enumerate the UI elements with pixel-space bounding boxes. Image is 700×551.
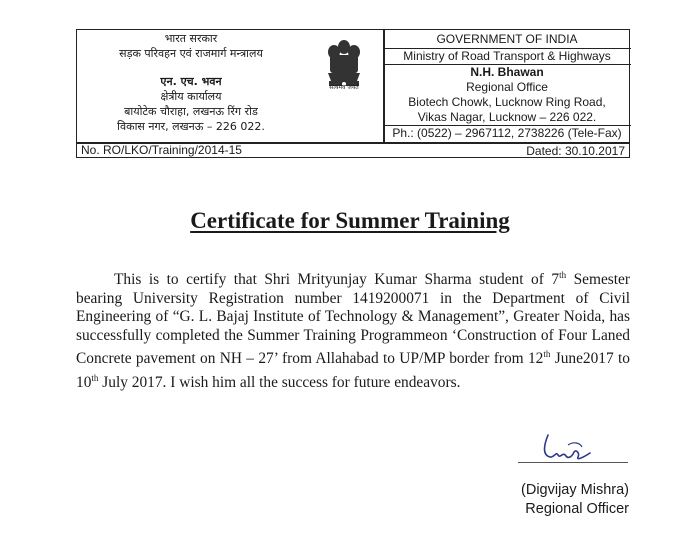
hindi-regional-office: क्षेत्रीय कार्यालय — [160, 90, 222, 103]
hindi-address-line1: बायोटेक चौराहा, लखनऊ रिंग रोड — [124, 105, 258, 118]
signatory-block — [521, 481, 629, 519]
address-line1: Biotech Chowk, Lucknow Ring Road, — [408, 95, 606, 109]
reference-number: No. RO/LKO/Training/2014-15 — [81, 143, 242, 157]
hindi-address-line2: विकास नगर, लखनऊ – 226 022. — [117, 120, 265, 133]
body-text-2: Semester bearing University Registration number 1419200071 in the Department of Civil Engineering of “G. L. Bajaj Institute of Technology & Management”, Greater Noida, has successfully completed the Summer Training Programmeon ‘Construction of Four Laned Concrete pavement on NH – 27’ from Allahabad to UP/MP border from 12 — [76, 271, 631, 368]
sup-1: th — [559, 270, 567, 280]
signatory-name: (Digvijay Mishra) — [521, 482, 629, 498]
sup-3: th — [91, 372, 99, 383]
body-text-4: July 2017. I wish him all the success for future endeavors. — [98, 373, 461, 391]
nh-bhawan: N.H. Bhawan — [470, 65, 544, 79]
emblem-motto: सत्यमेव जयते — [329, 84, 359, 91]
signature-icon — [528, 427, 628, 467]
certificate-body — [76, 266, 630, 392]
hindi-nh-bhawan: एन. एच. भवन — [160, 75, 222, 88]
address-line2: Vikas Nagar, Lucknow – 226 022. — [417, 110, 597, 124]
sup-2: th — [543, 349, 551, 360]
hindi-ministry: सड़क परिवहन एवं राजमार्ग मन्त्रालय — [119, 47, 263, 60]
signatory-designation: Regional Officer — [525, 501, 629, 517]
body-text-1: This is to certify that Shri Mrityunjay Kumar Sharma student of 7 — [114, 271, 560, 289]
regional-office-label: Regional Office — [466, 80, 548, 94]
signature-line — [518, 462, 628, 463]
phone-fax: Ph.: (0522) – 2967112, 2738226 (Tele-Fax) — [392, 126, 622, 140]
letterhead — [76, 29, 630, 158]
national-emblem — [305, 33, 383, 139]
issue-date: Dated: 30.10.2017 — [526, 144, 625, 158]
hindi-govt-of-india: भारत सरकार — [164, 32, 218, 45]
body-text-3: June2017 to 10 — [76, 350, 630, 391]
ministry-name: Ministry of Road Transport & Highways — [403, 49, 611, 63]
govt-of-india: GOVERNMENT OF INDIA — [436, 32, 578, 46]
certificate-title: Certificate for Summer Training — [190, 208, 510, 233]
